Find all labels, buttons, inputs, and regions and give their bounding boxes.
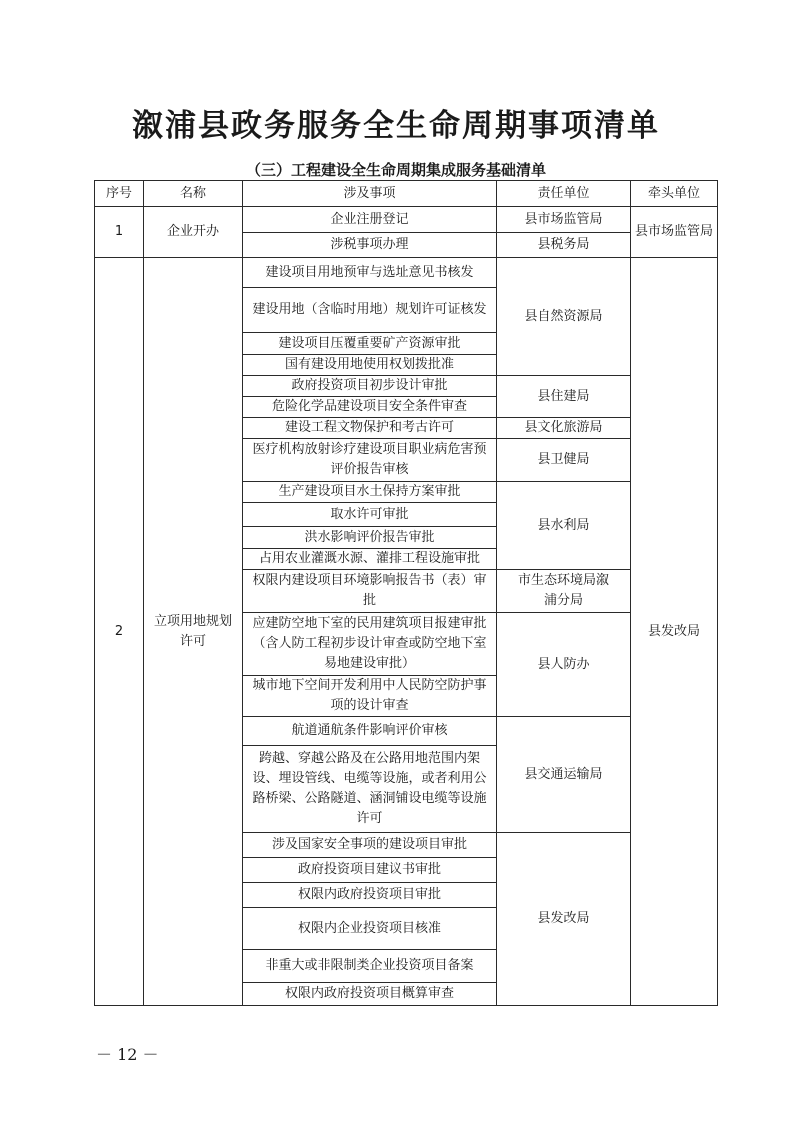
row2-matter: 权限内政府投资项目审批 [242, 882, 497, 908]
row2-unit: 县文化旅游局 [496, 417, 631, 439]
row1-seq: 1 [94, 206, 144, 258]
row2-matter: 建设项目压覆重要矿产资源审批 [242, 332, 497, 355]
row2-matter: 国有建设用地使用权划拨批准 [242, 354, 497, 376]
row2-unit: 县人防办 [496, 612, 631, 717]
row2-matter: 权限内企业投资项目核准 [242, 907, 497, 950]
row2-unit: 市生态环境局溆浦分局 [496, 569, 631, 613]
row2-matter: 医疗机构放射诊疗建设项目职业病危害预评价报告审核 [242, 438, 497, 482]
header-lead: 牵头单位 [630, 180, 718, 207]
header-unit: 责任单位 [496, 180, 631, 207]
row2-lead: 县发改局 [630, 257, 718, 1006]
row2-matter: 跨越、穿越公路及在公路用地范围内架设、埋设管线、电缆等设施，或者利用公路桥梁、公路隧道、涵洞铺设电缆等设施许可 [242, 745, 497, 833]
row2-seq: 2 [94, 257, 144, 1006]
row2-matter: 政府投资项目初步设计审批 [242, 375, 497, 397]
row1-name: 企业开办 [143, 206, 243, 258]
row2-matter: 危险化学品建设项目安全条件审查 [242, 396, 497, 418]
row2-matter: 洪水影响评价报告审批 [242, 526, 497, 549]
row1-matter: 涉税事项办理 [242, 232, 497, 258]
row2-name: 立项用地规划许可 [143, 257, 243, 1006]
row2-matter: 权限内建设项目环境影响报告书（表）审批 [242, 569, 497, 613]
row2-matter: 取水许可审批 [242, 502, 497, 527]
row2-unit: 县交通运输局 [496, 716, 631, 833]
row2-matter: 应建防空地下室的民用建筑项目报建审批（含人防工程初步设计审查或防空地下室易地建设审批） [242, 612, 497, 676]
row1-unit: 县税务局 [496, 232, 631, 258]
row2-unit: 县卫健局 [496, 438, 631, 482]
row2-matter: 建设工程文物保护和考古许可 [242, 417, 497, 439]
header-matter: 涉及事项 [242, 180, 497, 207]
row2-matter: 建设项目用地预审与选址意见书核发 [242, 257, 497, 288]
row2-unit: 县发改局 [496, 832, 631, 1006]
row1-lead: 县市场监管局 [630, 206, 718, 258]
row2-unit: 县自然资源局 [496, 257, 631, 376]
table-subtitle: （三）工程建设全生命周期集成服务基础清单 [245, 161, 546, 179]
document-title: 溆浦县政务服务全生命周期事项清单 [132, 108, 660, 144]
row2-matter: 城市地下空间开发利用中人民防空防护事项的设计审查 [242, 675, 497, 717]
header-seq: 序号 [94, 180, 144, 207]
row2-matter: 权限内政府投资项目概算审查 [242, 982, 497, 1006]
row1-matter: 企业注册登记 [242, 206, 497, 233]
row2-unit: 县水利局 [496, 481, 631, 570]
row2-unit: 县住建局 [496, 375, 631, 418]
page-number: － 12 － [96, 1045, 159, 1064]
row2-matter: 生产建设项目水土保持方案审批 [242, 481, 497, 503]
row2-matter: 建设用地（含临时用地）规划许可证核发 [242, 287, 497, 333]
row2-matter: 占用农业灌溉水源、灌排工程设施审批 [242, 548, 497, 570]
row2-matter: 政府投资项目建议书审批 [242, 857, 497, 883]
row1-unit: 县市场监管局 [496, 206, 631, 233]
row2-matter: 非重大或非限制类企业投资项目备案 [242, 949, 497, 983]
row2-matter: 涉及国家安全事项的建设项目审批 [242, 832, 497, 858]
header-name: 名称 [143, 180, 243, 207]
row2-matter: 航道通航条件影响评价审核 [242, 716, 497, 746]
